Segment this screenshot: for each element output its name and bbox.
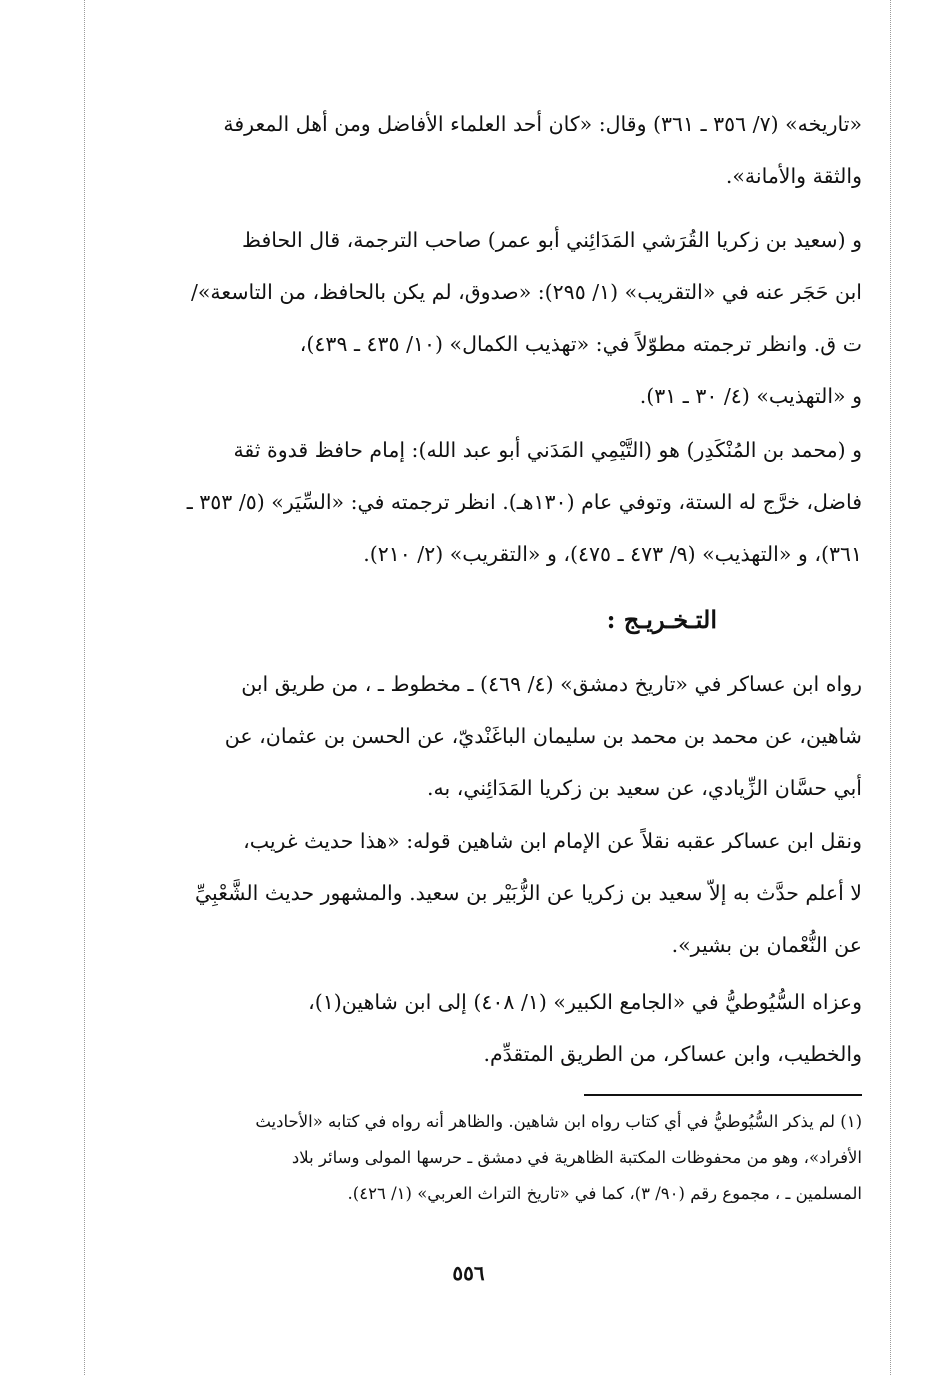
text-line: أبي حسَّان الزِّيادي، عن سعيد بن زكريا المَدَائِني، به. [426, 776, 862, 800]
text-line: ت ق. وانظر ترجمته مطوّلاً في: «تهذيب الكمال» (١٠/ ٤٣٥ ـ ٤٣٩)، [299, 332, 862, 356]
paragraph-takhrij-3 [100, 976, 862, 1080]
footnote-line: (١) لم يذكر السُّيُوطيُّ في أي كتاب رواه ابن شاهين. والظاهر أنه رواه في كتابه «الأحاديث [255, 1112, 862, 1131]
text-line: والثقة والأمانة». [725, 164, 862, 188]
text-line: رواه ابن عساكر في «تاريخ دمشق» (٤/ ٤٦٩) ـ مخطوط ـ ، من طريق ابن [241, 672, 862, 696]
page-edge-left [84, 0, 85, 1375]
text-line: عن النُّعْمان بن بشير». [671, 933, 862, 957]
paragraph-takhrij-2 [100, 815, 862, 971]
paragraph-narrator-muhammad [100, 424, 862, 580]
text-line: «تاريخه» (٧/ ٣٥٦ ـ ٣٦١) وقال: «كان أحد العلماء الأفاضل ومن أهل المعرفة [223, 112, 862, 136]
footnote-line: الأفراد»، وهو من محفوظات المكتبة الظاهرية في دمشق ـ حرسها المولى وسائر بلاد [291, 1148, 862, 1167]
text-line: و «التهذيب» (٤/ ٣٠ ـ ٣١). [639, 384, 862, 408]
section-heading-takhrij: التـخـريـج : [606, 605, 717, 634]
footnote-separator [584, 1094, 862, 1096]
text-line: لا أعلم حدَّث به إلاّ سعيد بن زكريا عن الزُّبَيْر بن سعيد. والمشهور حديث الشَّعْبِيِّ [194, 881, 862, 905]
page-number: ٥٥٦ [452, 1261, 485, 1285]
page-edge-right [890, 0, 891, 1375]
text-line: و (سعيد بن زكريا القُرَشي المَدَائِني أبو عمر) صاحب الترجمة، قال الحافظ [242, 228, 862, 252]
text-line: ابن حَجَر عنه في «التقريب» (١/ ٢٩٥): «صدوق، لم يكن بالحافظ، من التاسعة»/ [190, 280, 862, 304]
paragraph-narrator-said [100, 214, 862, 422]
text-line: ٣٦١)، و «التهذيب» (٩/ ٤٧٣ ـ ٤٧٥)، و «التقريب» (٢/ ٢١٠). [363, 542, 862, 566]
text-line: فاضل، خرَّج له الستة، وتوفي عام (١٣٠هـ). انظر ترجمته في: «السِّيَر» (٥/ ٣٥٣ ـ [186, 490, 862, 514]
text-line: وعزاه السُّيُوطيُّ في «الجامع الكبير» (١/ ٤٠٨) إلى ابن شاهين(١)، [308, 990, 862, 1014]
paragraph-takhrij-1 [100, 658, 862, 814]
footnote [100, 1104, 862, 1212]
text-line: والخطيب، وابن عساكر، من الطريق المتقدِّم. [483, 1042, 862, 1066]
paragraph-continuation [100, 98, 862, 202]
text-line: ونقل ابن عساكر عقبه نقلاً عن الإمام ابن شاهين قوله: «هذا حديث غريب، [243, 829, 862, 853]
text-line: شاهين، عن محمد بن محمد بن سليمان الباغَنْديّ، عن الحسن بن عثمان، عن [224, 724, 862, 748]
text-line: و (محمد بن المُنْكَدِر) هو (التَّيْمِي المَدَني أبو عبد الله): إمام حافظ قدوة ثقة [233, 438, 862, 462]
footnote-line: المسلمين ـ ، مجموع رقم (٩٠/ ٣)، كما في «تاريخ التراث العربي» (١/ ٤٢٦). [347, 1184, 862, 1203]
